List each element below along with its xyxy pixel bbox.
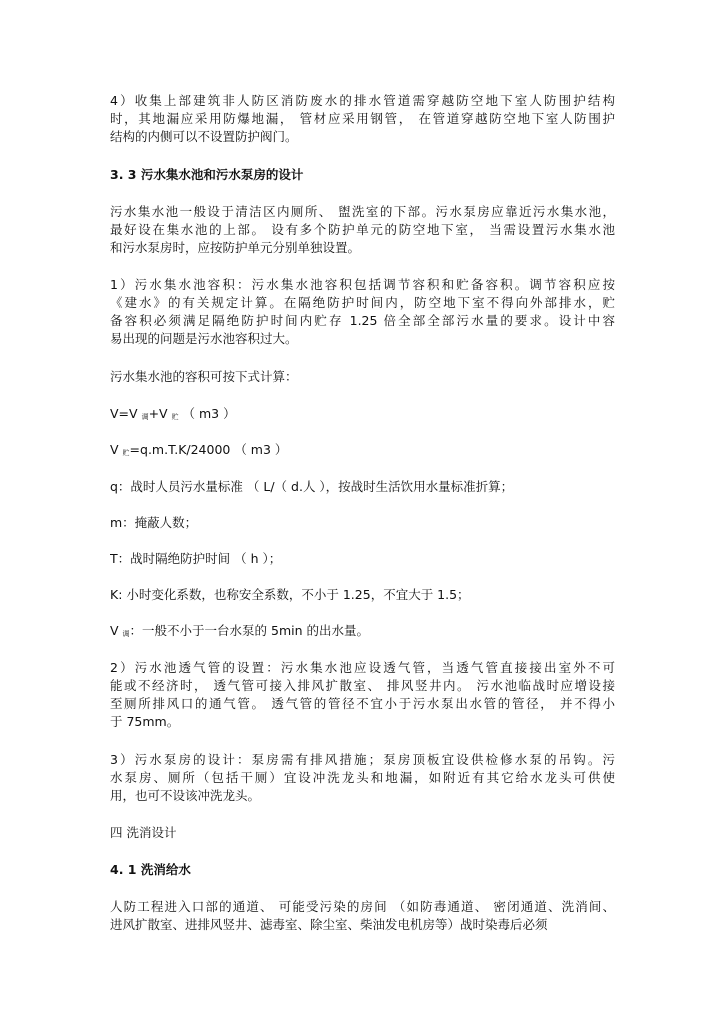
paragraph-3-line-4: 易出现的问题是污水池容积过大。 xyxy=(110,331,298,346)
formula-subscript: 调 xyxy=(122,630,130,638)
definition-q: q：战时人员污水量标准 （ L/（ d.人 ），按战时生活饮用水量标准折算； xyxy=(110,479,514,494)
definition-k: K: 小时变化系数，也称安全系数，不小于 1.25，不宜大于 1.5； xyxy=(110,587,470,602)
paragraph-2-line-3: 和污水泵房时，应按防护单元分别单独设置。 xyxy=(110,240,361,255)
section-heading-3-3: 3. 3 污水集水池和污水泵房的设计 xyxy=(110,167,304,182)
paragraph-4-line-2: 能或不经济时， 透气管可接入排风扩散室、 排风竖井内。 污水池临战时应增设接 xyxy=(110,678,615,693)
paragraph-2-line-2: 最好设在集水池的上部。 设有多个防护单元的防空地下室， 当需设置污水集水池 xyxy=(110,222,615,237)
paragraph-3-line-3: 备容积必须满足隔绝防护时间内贮存 1.25 倍全部全部污水量的要求。设计中容 xyxy=(110,313,615,328)
paragraph-6-line-1: 人防工程进入口部的通道、 可能受污染的房间 （如防毒通道、 密闭通道、洗消间、 xyxy=(110,899,615,914)
paragraph-2-line-1: 污水集水池一般设于清洁区内厕所、 盥洗室的下部。污水泵房应靠近污水集水池， xyxy=(110,204,615,219)
formula-subscript: 贮 xyxy=(171,413,179,421)
definition-m: m：掩蔽人数； xyxy=(110,515,198,530)
paragraph-5-line-3: 用，也可不设该冲洗龙头。 xyxy=(110,788,261,803)
chapter-heading-4: 四 洗消设计 xyxy=(110,825,177,840)
paragraph-4-line-1: 2）污水池透气管的设置：污水集水池应设透气管，当透气管直接接出室外不可 xyxy=(110,660,615,675)
paragraph-4-line-4: 于 75mm。 xyxy=(110,714,180,729)
paragraph-1-line-1: 4）收集上部建筑非人防区消防废水的排水管道需穿越防空地下室人防围护结构 xyxy=(110,93,615,108)
formula-subscript: 贮 xyxy=(122,449,130,457)
calc-intro: 污水集水池的容积可按下式计算： xyxy=(110,369,298,384)
paragraph-3-line-1: 1）污水集水池容积：污水集水池容积包括调节容积和贮备容积。调节容积应按 xyxy=(110,277,615,292)
definition-t: T：战时隔绝防护时间 （ h ）； xyxy=(110,551,282,566)
formula-total-volume: V=V $_调$+V $_贮$ （ m3 ） xyxy=(110,406,236,421)
paragraph-1-line-2: 时，其地漏应采用防爆地漏， 管材应采用钢管， 在管道穿越防空地下室人防围护 xyxy=(110,111,615,126)
paragraph-3-line-2: 《建水》的有关规定计算。在隔绝防护时间内，防空地下室不得向外部排水，贮 xyxy=(110,295,615,310)
paragraph-1-line-3: 结构的内侧可以不设置防护阀门。 xyxy=(110,129,298,144)
section-heading-4-1: 4. 1 洗消给水 xyxy=(110,862,191,877)
paragraph-4-line-3: 至厕所排风口的通气管。 透气管的管径不宜小于污水泵出水管的管径， 并不得小 xyxy=(110,696,615,711)
paragraph-5-line-2: 水泵房、厕所（包括干厕）宜设冲洗龙头和地漏，如附近有其它给水龙头可供使 xyxy=(110,770,615,785)
definition-v: V $_调$：一般不小于一台水泵的 5min 的出水量。 xyxy=(110,623,370,638)
formula-storage-volume: V $_贮$=q.m.T.K/24000 （ m3 ） xyxy=(110,442,288,457)
paragraph-6-line-2: 进风扩散室、进排风竖井、滤毒室、除尘室、柴油发电机房等）战时染毒后必须 xyxy=(110,917,548,932)
formula-subscript: 调 xyxy=(141,413,149,421)
paragraph-5-line-1: 3）污水泵房的设计：泵房需有排风措施；泵房顶板宜设供检修水泵的吊钩。污 xyxy=(110,752,615,767)
